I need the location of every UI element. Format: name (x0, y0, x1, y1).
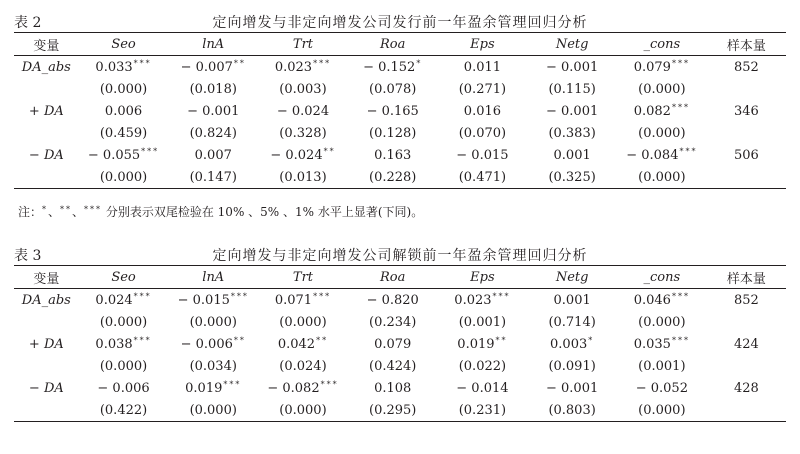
p-value-cell: (0.228) (348, 166, 438, 189)
coefficient-cell (258, 333, 348, 355)
coefficient-cell (79, 289, 169, 312)
significance-stars: ** (323, 147, 336, 156)
p-value-cell: (0.824) (189, 125, 237, 141)
coefficient-cell (438, 144, 528, 166)
p-value-cell: (0.001) (458, 314, 507, 330)
coefficient-value: 0.163 (374, 147, 412, 163)
coefficient-value: − 0.001 (546, 59, 599, 75)
header-cell: lnA (168, 266, 258, 289)
header-cell: Roa (348, 33, 438, 56)
table-2-title: 定向增发与非定向增发公司发行前一年盈余管理回归分析 (212, 15, 588, 31)
p-value-cell: (0.000) (638, 314, 686, 330)
p-value-cell: (0.001) (638, 358, 686, 374)
table-3 (14, 265, 786, 422)
coefficient-value: − 0.001 (546, 380, 599, 396)
coefficient-value: 0.007 (194, 147, 232, 163)
empty-cell (14, 311, 79, 333)
p-value-cell: (0.024) (279, 358, 327, 374)
coefficient-value: − 0.015 (456, 147, 509, 163)
coefficient-value: − 0.082 (267, 381, 320, 396)
variable-label (14, 100, 79, 122)
variable-label (14, 377, 79, 399)
p-value-cell: (0.018) (189, 81, 237, 97)
table-2-header-row (14, 33, 786, 56)
coefficient-cell (617, 333, 707, 355)
coefficient-cell (438, 289, 528, 312)
coefficient-value: 0.019 (457, 337, 495, 352)
coefficient-cell (438, 100, 528, 122)
coefficient-value: 0.019 (185, 381, 223, 396)
coefficient-value: 0.001 (553, 292, 591, 308)
coefficient-cell (168, 56, 258, 79)
note-sep-2: 、 (72, 205, 85, 219)
p-value-cell: (0.034) (189, 358, 237, 374)
p-value-cell: (0.070) (458, 125, 507, 141)
coefficient-cell (617, 56, 707, 79)
variable-name: DA (43, 103, 64, 119)
p-value-cell: (0.022) (458, 358, 507, 374)
header-cell: Eps (438, 33, 528, 56)
note-star-3: *** (84, 205, 103, 214)
coefficient-value: 0.038 (95, 337, 133, 352)
p-value-cell: (0.234) (369, 314, 417, 330)
table-row (14, 166, 786, 189)
coefficient-cell (168, 289, 258, 312)
empty-cell (707, 78, 786, 100)
p-value-cell: (0.424) (369, 358, 417, 374)
table-row (14, 399, 786, 422)
coefficient-value: 0.024 (95, 293, 133, 308)
significance-stars: *** (133, 59, 152, 68)
significance-stars: ** (233, 59, 246, 68)
p-value-cell: (0.003) (279, 81, 327, 97)
significance-stars: *** (313, 292, 332, 301)
coefficient-cell (79, 56, 169, 79)
coefficient-value: − 0.001 (187, 103, 240, 119)
variable-name: DA_abs (21, 59, 71, 75)
p-value-cell: (0.115) (548, 81, 596, 97)
p-value-cell: (0.325) (527, 166, 617, 189)
significance-stars: * (588, 336, 595, 345)
table-3-title: 定向增发与非定向增发公司解锁前一年盈余管理回归分析 (212, 248, 588, 264)
coefficient-value: 0.046 (633, 293, 671, 308)
table-row (14, 56, 786, 79)
note-star-1: * (42, 205, 49, 214)
coefficient-value: − 0.024 (276, 103, 330, 119)
variable-name: DA (43, 380, 64, 396)
coefficient-value: − 0.165 (366, 103, 419, 119)
header-cell: _cons (617, 266, 707, 289)
variable-label (14, 289, 79, 312)
variable-label (14, 333, 79, 355)
coefficient-cell (438, 56, 528, 79)
empty-cell (707, 122, 786, 144)
p-value-cell: (0.383) (548, 125, 596, 141)
empty-cell (14, 122, 79, 144)
coefficient-cell (258, 100, 348, 122)
p-value-cell: (0.471) (438, 166, 528, 189)
sign-prefix: − (28, 147, 44, 163)
significance-stars: *** (320, 380, 339, 389)
note-text: 分别表示双尾检验在 10% 、5% 、1% 水平上显著(下同)。 (102, 205, 424, 219)
significance-stars: ** (316, 336, 329, 345)
header-cell: Trt (258, 33, 348, 56)
coefficient-cell (258, 377, 348, 399)
significance-stars: ** (495, 336, 508, 345)
coefficient-value: 0.003 (550, 337, 588, 352)
coefficient-cell (348, 333, 438, 355)
sample-size-cell: 424 (733, 336, 759, 352)
coefficient-cell (348, 100, 438, 122)
p-value-cell: (0.000) (638, 81, 686, 97)
sample-size-cell: 852 (733, 292, 759, 308)
p-value-cell: (0.000) (638, 125, 686, 141)
coefficient-value: − 0.055 (87, 148, 141, 163)
significance-stars: ** (233, 336, 246, 345)
coefficient-value: 0.082 (633, 104, 671, 119)
coefficient-value: − 0.052 (635, 380, 688, 396)
coefficient-value: − 0.152 (363, 60, 416, 75)
table-3-block (14, 243, 786, 422)
p-value-cell: (0.000) (258, 399, 348, 422)
p-value-cell: (0.000) (189, 314, 237, 330)
note-star-2: ** (60, 205, 73, 214)
coefficient-cell (617, 100, 707, 122)
variable-label (14, 56, 79, 79)
p-value-cell: (0.295) (348, 399, 438, 422)
p-value-cell: (0.000) (168, 399, 258, 422)
header-cell: Trt (258, 266, 348, 289)
coefficient-cell (438, 333, 528, 355)
significance-stars: *** (230, 292, 249, 301)
variable-name: DA (43, 147, 64, 163)
sample-size-cell: 852 (733, 59, 759, 75)
p-value-cell: (0.231) (438, 399, 528, 422)
variable-name: DA_abs (21, 292, 71, 308)
coefficient-cell (168, 100, 258, 122)
table-row (14, 100, 786, 122)
p-value-cell: (0.714) (548, 314, 596, 330)
p-value-cell: (0.803) (527, 399, 617, 422)
coefficient-value: 0.006 (104, 103, 143, 119)
coefficient-cell (258, 144, 348, 166)
coefficient-value: 0.079 (374, 336, 412, 352)
empty-cell (707, 355, 786, 377)
coefficient-value: 0.001 (553, 147, 591, 163)
significance-stars: *** (313, 59, 332, 68)
empty-cell (707, 399, 786, 422)
significance-stars: *** (133, 336, 152, 345)
coefficient-value: − 0.024 (270, 148, 323, 163)
coefficient-cell (438, 377, 528, 399)
p-value-cell: (0.000) (99, 81, 148, 97)
note-sep-1: 、 (48, 205, 61, 219)
header-cell: 变量 (14, 33, 79, 56)
coefficient-cell (527, 333, 617, 355)
coefficient-value: − 0.084 (626, 148, 679, 163)
header-cell: 样本量 (707, 33, 786, 56)
coefficient-cell (527, 144, 617, 166)
significance-stars: *** (671, 292, 690, 301)
coefficient-value: − 0.820 (366, 292, 419, 308)
table-row (14, 311, 786, 333)
significance-stars: *** (141, 147, 160, 156)
p-value-cell: (0.000) (99, 314, 148, 330)
coefficient-cell (168, 333, 258, 355)
header-cell: _cons (617, 33, 707, 56)
empty-cell (707, 311, 786, 333)
coefficient-value: 0.042 (277, 337, 316, 352)
coefficient-value: − 0.006 (97, 380, 150, 396)
header-cell: 变量 (14, 266, 79, 289)
p-value-cell: (0.078) (369, 81, 417, 97)
p-value-cell: (0.000) (617, 399, 707, 422)
p-value-cell: (0.000) (617, 166, 707, 189)
coefficient-cell (527, 56, 617, 79)
table-row (14, 122, 786, 144)
coefficient-value: 0.079 (633, 60, 671, 75)
sample-size-cell: 346 (733, 103, 759, 119)
p-value-cell: (0.459) (99, 125, 148, 141)
note-prefix: 注： (18, 205, 43, 219)
significance-stars: *** (679, 147, 698, 156)
significance-stars: *** (133, 292, 152, 301)
coefficient-value: 0.023 (274, 60, 313, 75)
variable-label (14, 144, 79, 166)
p-value-cell: (0.271) (458, 81, 507, 97)
empty-cell (14, 355, 79, 377)
coefficient-value: − 0.001 (546, 103, 599, 119)
coefficient-cell (348, 289, 438, 312)
significance-stars: *** (223, 380, 242, 389)
coefficient-cell (168, 144, 258, 166)
p-value-cell: (0.147) (168, 166, 258, 189)
coefficient-cell (348, 56, 438, 79)
p-value-cell: (0.128) (369, 125, 417, 141)
coefficient-cell (79, 144, 169, 166)
header-cell: Seo (79, 266, 169, 289)
sign-prefix: + (28, 336, 44, 352)
header-cell: Roa (348, 266, 438, 289)
coefficient-cell (348, 377, 438, 399)
coefficient-cell (617, 289, 707, 312)
significance-stars: *** (671, 336, 690, 345)
header-cell: lnA (168, 33, 258, 56)
coefficient-cell (79, 333, 169, 355)
table-row (14, 289, 786, 312)
significance-stars: *** (671, 59, 690, 68)
table-2-number: 表 2 (14, 15, 42, 31)
header-cell: 样本量 (707, 266, 786, 289)
coefficient-value: 0.023 (454, 293, 492, 308)
sign-prefix: + (28, 103, 44, 119)
coefficient-cell (527, 377, 617, 399)
coefficient-value: − 0.007 (180, 60, 233, 75)
coefficient-cell (79, 377, 169, 399)
coefficient-value: − 0.015 (177, 293, 230, 308)
variable-name: DA (43, 336, 64, 352)
coefficient-cell (258, 289, 348, 312)
significance-stars: * (416, 59, 423, 68)
p-value-cell: (0.000) (99, 358, 148, 374)
p-value-cell: (0.091) (548, 358, 596, 374)
coefficient-cell (617, 144, 707, 166)
empty-cell (14, 78, 79, 100)
header-cell: Seo (79, 33, 169, 56)
coefficient-value: 0.033 (95, 60, 133, 75)
p-value-cell: (0.328) (279, 125, 327, 141)
coefficient-value: − 0.006 (180, 337, 233, 352)
coefficient-value: 0.108 (374, 380, 412, 396)
coefficient-value: 0.011 (463, 59, 502, 75)
significance-stars: *** (492, 292, 511, 301)
table-3-caption (14, 243, 786, 265)
coefficient-cell (258, 56, 348, 79)
coefficient-value: − 0.014 (456, 380, 509, 396)
coefficient-cell (617, 377, 707, 399)
coefficient-cell (168, 377, 258, 399)
coefficient-value: 0.071 (274, 293, 313, 308)
table-2-block (14, 10, 786, 189)
table-2-caption (14, 10, 786, 32)
coefficient-value: 0.016 (463, 103, 502, 119)
header-cell: Eps (438, 266, 528, 289)
significance-stars: *** (671, 103, 690, 112)
coefficient-cell (79, 100, 169, 122)
table-2-footnote (18, 203, 423, 220)
sign-prefix: − (28, 380, 44, 396)
coefficient-cell (527, 100, 617, 122)
coefficient-cell (348, 144, 438, 166)
coefficient-value: 0.035 (633, 337, 671, 352)
table-row (14, 144, 786, 166)
p-value-cell: (0.422) (79, 399, 169, 422)
p-value-cell: (0.000) (79, 166, 169, 189)
table-3-number: 表 3 (14, 248, 42, 264)
table-row (14, 355, 786, 377)
p-value-cell: (0.000) (279, 314, 327, 330)
coefficient-cell (527, 289, 617, 312)
header-cell: Netg (527, 266, 617, 289)
sample-size-cell: 506 (733, 147, 759, 163)
table-3-header-row (14, 266, 786, 289)
table-row (14, 333, 786, 355)
empty-cell (14, 399, 79, 422)
empty-cell (707, 166, 786, 189)
sample-size-cell: 428 (733, 380, 759, 396)
table-row (14, 78, 786, 100)
table-row (14, 377, 786, 399)
p-value-cell: (0.013) (258, 166, 348, 189)
table-2 (14, 32, 786, 189)
empty-cell (14, 166, 79, 189)
header-cell: Netg (527, 33, 617, 56)
